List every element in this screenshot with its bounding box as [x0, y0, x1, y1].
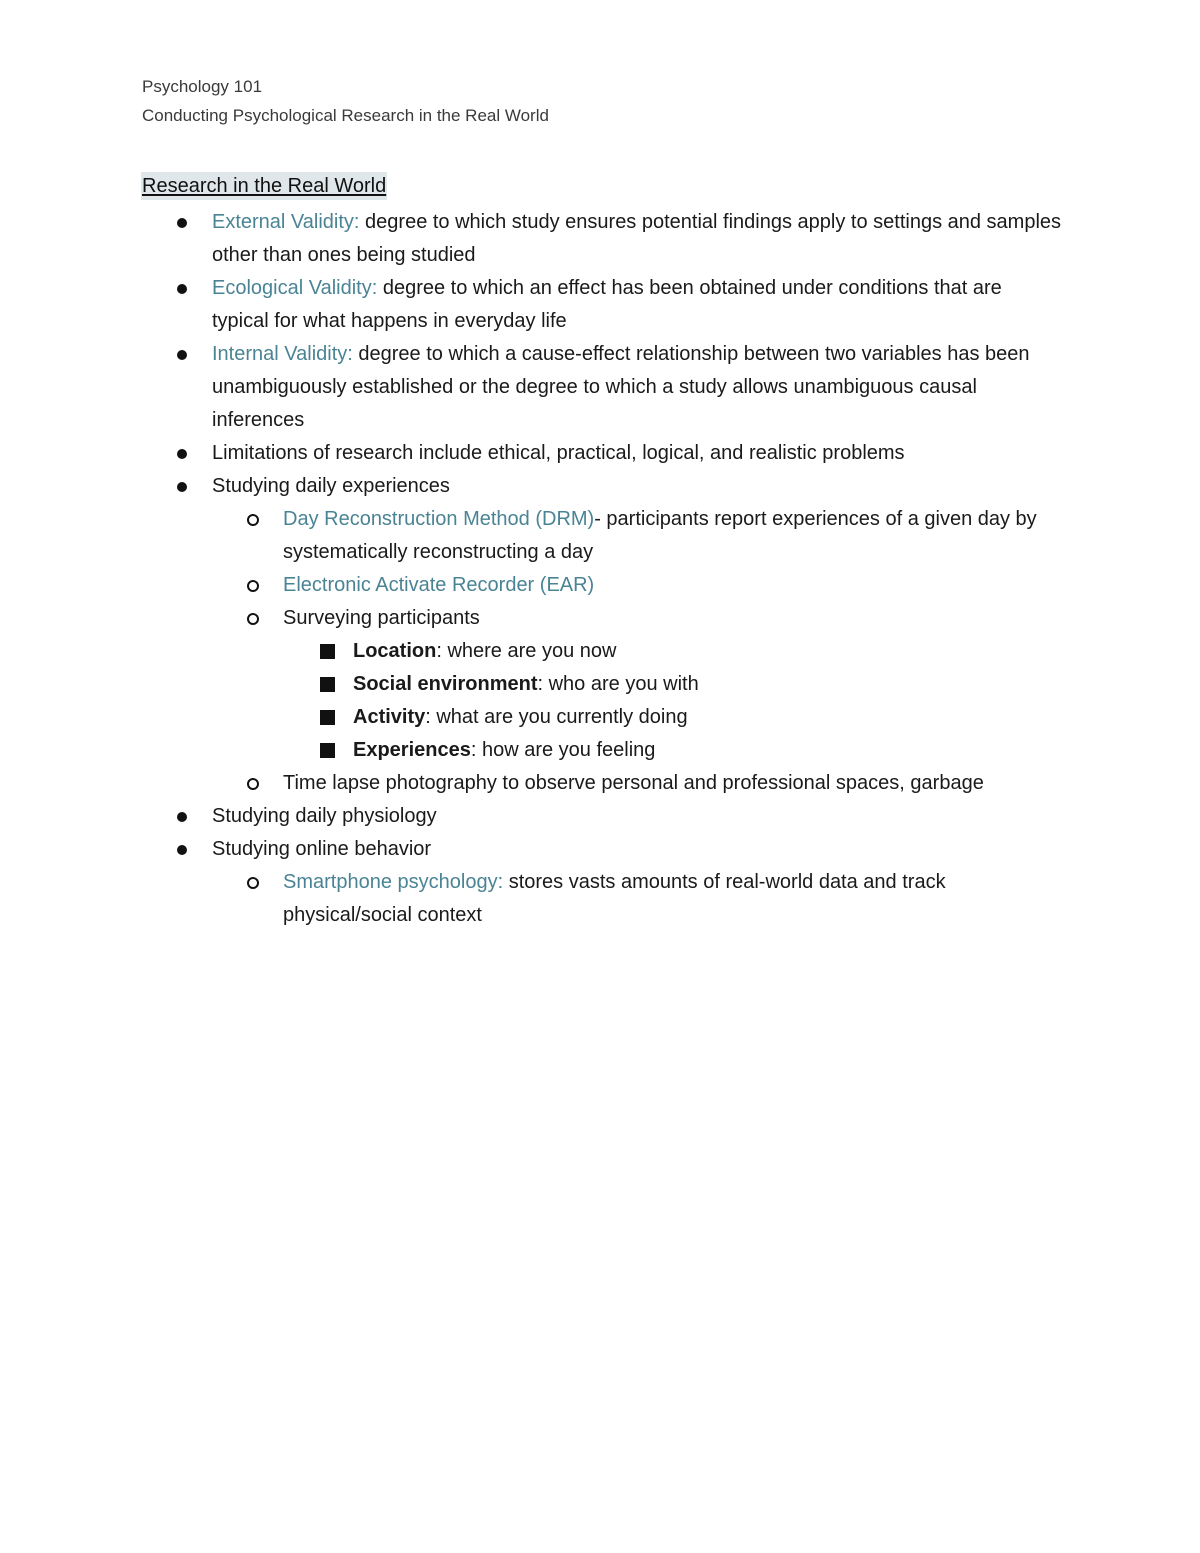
item-text: : where are you now [436, 640, 617, 662]
square-bullet-icon [319, 668, 335, 701]
term-definition: degree to which a cause-effect relationship between two variables has been unambiguously established or the degree to which a study allows unambiguous causal inferences [212, 343, 1030, 431]
item-label: Location [353, 640, 437, 662]
filled-bullet-icon [174, 272, 190, 305]
list-item-smartphone-psychology [283, 866, 1073, 932]
item-text: : what are you currently doing [425, 706, 688, 728]
list-item-experiences [353, 734, 1073, 767]
filled-bullet-icon [174, 470, 190, 503]
item-label: Experiences [353, 739, 471, 761]
term-definition: degree to which an effect has been obtained under conditions that are typical for what happens in everyday life [212, 277, 1002, 332]
item-label: Social environment [353, 673, 538, 695]
hollow-bullet-icon [245, 866, 261, 899]
course-name: Psychology 101 [142, 77, 263, 96]
filled-bullet-icon [174, 833, 190, 866]
square-bullet-icon [319, 701, 335, 734]
term-label: Internal Validity: [212, 343, 353, 365]
filled-bullet-icon [174, 437, 190, 470]
item-text: : who are you with [537, 673, 699, 695]
list-item-social-environment [353, 668, 1073, 701]
notes-list [0, 206, 1200, 932]
list-item-drm [283, 503, 1073, 569]
list-item-ear [283, 569, 1073, 602]
list-item-limitations [212, 437, 1062, 470]
item-text: Studying daily experiences [212, 475, 450, 497]
term-label: External Validity: [212, 211, 360, 233]
section-title: Research in the Real World [141, 172, 387, 200]
square-bullet-icon [319, 734, 335, 767]
filled-bullet-icon [174, 206, 190, 239]
list-item-internal-validity [212, 338, 1062, 437]
list-item-daily-physiology [212, 800, 1062, 833]
item-label: Activity [353, 706, 426, 728]
hollow-bullet-icon [245, 767, 261, 800]
hollow-bullet-icon [245, 569, 261, 602]
hollow-bullet-icon [245, 503, 261, 536]
filled-bullet-icon [174, 800, 190, 833]
term-definition: stores vasts amounts of real-world data and track physical/social context [283, 871, 946, 926]
list-item-ecological-validity [212, 272, 1062, 338]
item-text: Time lapse photography to observe personal and professional spaces, garbage [283, 772, 984, 794]
list-item-surveying [283, 602, 1073, 635]
hollow-bullet-icon [245, 602, 261, 635]
item-text: Studying daily physiology [212, 805, 437, 827]
filled-bullet-icon [174, 338, 190, 371]
term-definition: - participants report experiences of a given day by systematically reconstructing a day [283, 508, 1037, 563]
list-item-activity [353, 701, 1073, 734]
term-label: Ecological Validity: [212, 277, 378, 299]
term-definition: degree to which study ensures potential findings apply to settings and samples other than ones being studied [212, 211, 1062, 266]
term-label: Smartphone psychology: [283, 871, 504, 893]
list-item-daily-experiences [212, 470, 1062, 503]
item-text: Limitations of research include ethical, practical, logical, and realistic problems [212, 442, 905, 464]
term-label: Day Reconstruction Method (DRM) [283, 508, 595, 530]
list-item-location [353, 635, 1073, 668]
list-item-external-validity [212, 206, 1062, 272]
term-label: Electronic Activate Recorder (EAR) [283, 574, 595, 596]
item-text: : how are you feeling [470, 739, 656, 761]
list-item-time-lapse [283, 767, 1073, 800]
document-subtitle: Conducting Psychological Research in the Real World [142, 106, 549, 125]
square-bullet-icon [319, 635, 335, 668]
item-text: Surveying participants [283, 607, 480, 629]
item-text: Studying online behavior [212, 838, 432, 860]
list-item-online-behavior [212, 833, 1062, 866]
document-header [142, 72, 549, 130]
